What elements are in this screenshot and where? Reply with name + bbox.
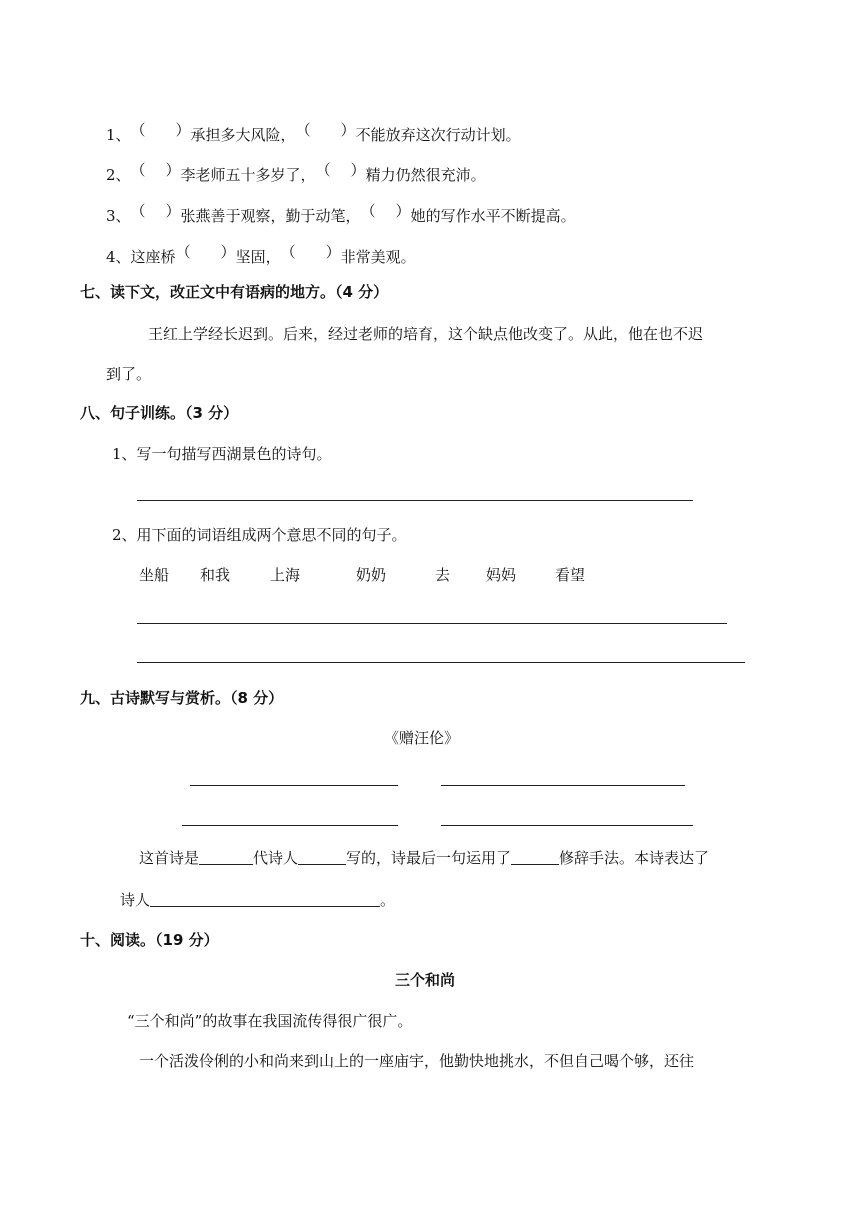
word-item: 坐船 bbox=[139, 566, 170, 584]
blank-parentheses[interactable] bbox=[131, 120, 191, 140]
fill-text: 这首诗是 bbox=[139, 849, 200, 867]
q9-fill-line-2 bbox=[120, 890, 395, 910]
fill-text: 。 bbox=[380, 891, 396, 909]
fill-blank[interactable] bbox=[511, 848, 559, 865]
paren-close: ） bbox=[325, 243, 341, 261]
item-text: 坚固， bbox=[235, 248, 281, 266]
blank-parentheses[interactable] bbox=[316, 160, 366, 180]
q10-heading: 十、阅读。（19 分） bbox=[80, 931, 219, 949]
word-item: 妈妈 bbox=[486, 566, 517, 584]
blank-parentheses[interactable] bbox=[281, 242, 341, 262]
paren-open: （ bbox=[130, 161, 146, 179]
blank-parentheses[interactable] bbox=[361, 201, 411, 221]
paren-close: ） bbox=[220, 243, 236, 261]
q8-heading: 八、句子训练。（3 分） bbox=[80, 404, 239, 422]
blank-parentheses[interactable] bbox=[176, 242, 236, 262]
paren-close: ） bbox=[165, 202, 181, 220]
q9-fill-line-1 bbox=[139, 848, 709, 868]
paren-close: ） bbox=[165, 161, 181, 179]
fill-text: 写的，诗最后一句运用了 bbox=[346, 849, 512, 867]
paren-open: （ bbox=[315, 161, 331, 179]
q9-heading: 九、古诗默写与赏析。（8 分） bbox=[80, 689, 284, 707]
word-item: 看望 bbox=[555, 566, 586, 584]
paren-close: ） bbox=[350, 161, 366, 179]
paren-open: （ bbox=[175, 243, 191, 261]
q7-paragraph-line-2: 到了。 bbox=[106, 365, 152, 383]
word-item: 和我 bbox=[200, 566, 231, 584]
paren-open: （ bbox=[360, 202, 376, 220]
paren-open: （ bbox=[130, 121, 146, 139]
item-number: 4、 bbox=[106, 248, 131, 266]
item-number: 2、 bbox=[106, 166, 131, 184]
poem-answer-line[interactable] bbox=[190, 785, 398, 786]
q7-paragraph-line-1: 王红上学经长迟到。后来，经过老师的培育，这个缺点他改变了。从此，他在也不迟 bbox=[148, 325, 704, 343]
fill-blank[interactable] bbox=[199, 848, 253, 865]
q6-item-2 bbox=[106, 160, 486, 185]
item-text: 非常美观。 bbox=[340, 248, 416, 266]
word-item: 奶奶 bbox=[356, 566, 387, 584]
paren-open: （ bbox=[130, 202, 146, 220]
item-number: 3、 bbox=[106, 207, 131, 225]
fill-text: 诗人 bbox=[120, 891, 151, 909]
q7-heading: 七、读下文，改正文中有语病的地方。（4 分） bbox=[80, 283, 389, 301]
q8-sub-1: 1、写一句描写西湖景色的诗句。 bbox=[112, 445, 332, 463]
reading-paragraph-2: 一个活泼伶俐的小和尚来到山上的一座庙宇，他勤快地挑水，不但自己喝个够，还往 bbox=[139, 1052, 695, 1070]
paren-open: （ bbox=[295, 121, 311, 139]
fill-text: 修辞手法。本诗表达了 bbox=[559, 849, 710, 867]
fill-text: 代诗人 bbox=[253, 849, 299, 867]
item-text: 这座桥 bbox=[130, 248, 176, 266]
q6-item-1 bbox=[106, 120, 521, 145]
paren-close: ） bbox=[395, 202, 411, 220]
blank-parentheses[interactable] bbox=[131, 201, 181, 221]
item-text: 李老师五十多岁了， bbox=[180, 166, 316, 184]
q6-item-4 bbox=[106, 242, 416, 267]
fill-blank[interactable] bbox=[150, 890, 380, 907]
q8-sub-2: 2、用下面的词语组成两个意思不同的句子。 bbox=[112, 526, 407, 544]
reading-title: 三个和尚 bbox=[395, 971, 456, 989]
paren-close: ） bbox=[175, 121, 191, 139]
reading-paragraph-1: “三个和尚”的故事在我国流传得很广很广。 bbox=[127, 1012, 413, 1030]
poem-answer-line[interactable] bbox=[182, 825, 398, 826]
item-text: 不能放弃这次行动计划。 bbox=[355, 126, 521, 144]
paren-open: （ bbox=[280, 243, 296, 261]
q6-item-3 bbox=[106, 201, 576, 226]
word-item: 去 bbox=[435, 566, 451, 584]
fill-blank[interactable] bbox=[298, 848, 346, 865]
item-text: 精力仍然很充沛。 bbox=[365, 166, 486, 184]
poem-answer-line[interactable] bbox=[441, 825, 693, 826]
answer-line[interactable] bbox=[137, 500, 693, 501]
item-text: 张燕善于观察，勤于动笔， bbox=[180, 207, 361, 225]
poem-answer-line[interactable] bbox=[441, 785, 685, 786]
item-number: 1、 bbox=[106, 126, 131, 144]
item-text: 承担多大风险， bbox=[190, 126, 296, 144]
word-item: 上海 bbox=[270, 566, 301, 584]
answer-line[interactable] bbox=[137, 662, 745, 663]
answer-line[interactable] bbox=[137, 623, 727, 624]
blank-parentheses[interactable] bbox=[131, 160, 181, 180]
blank-parentheses[interactable] bbox=[296, 120, 356, 140]
poem-title: 《赠汪伦》 bbox=[384, 729, 460, 747]
paren-close: ） bbox=[340, 121, 356, 139]
item-text: 她的写作水平不断提高。 bbox=[410, 207, 576, 225]
